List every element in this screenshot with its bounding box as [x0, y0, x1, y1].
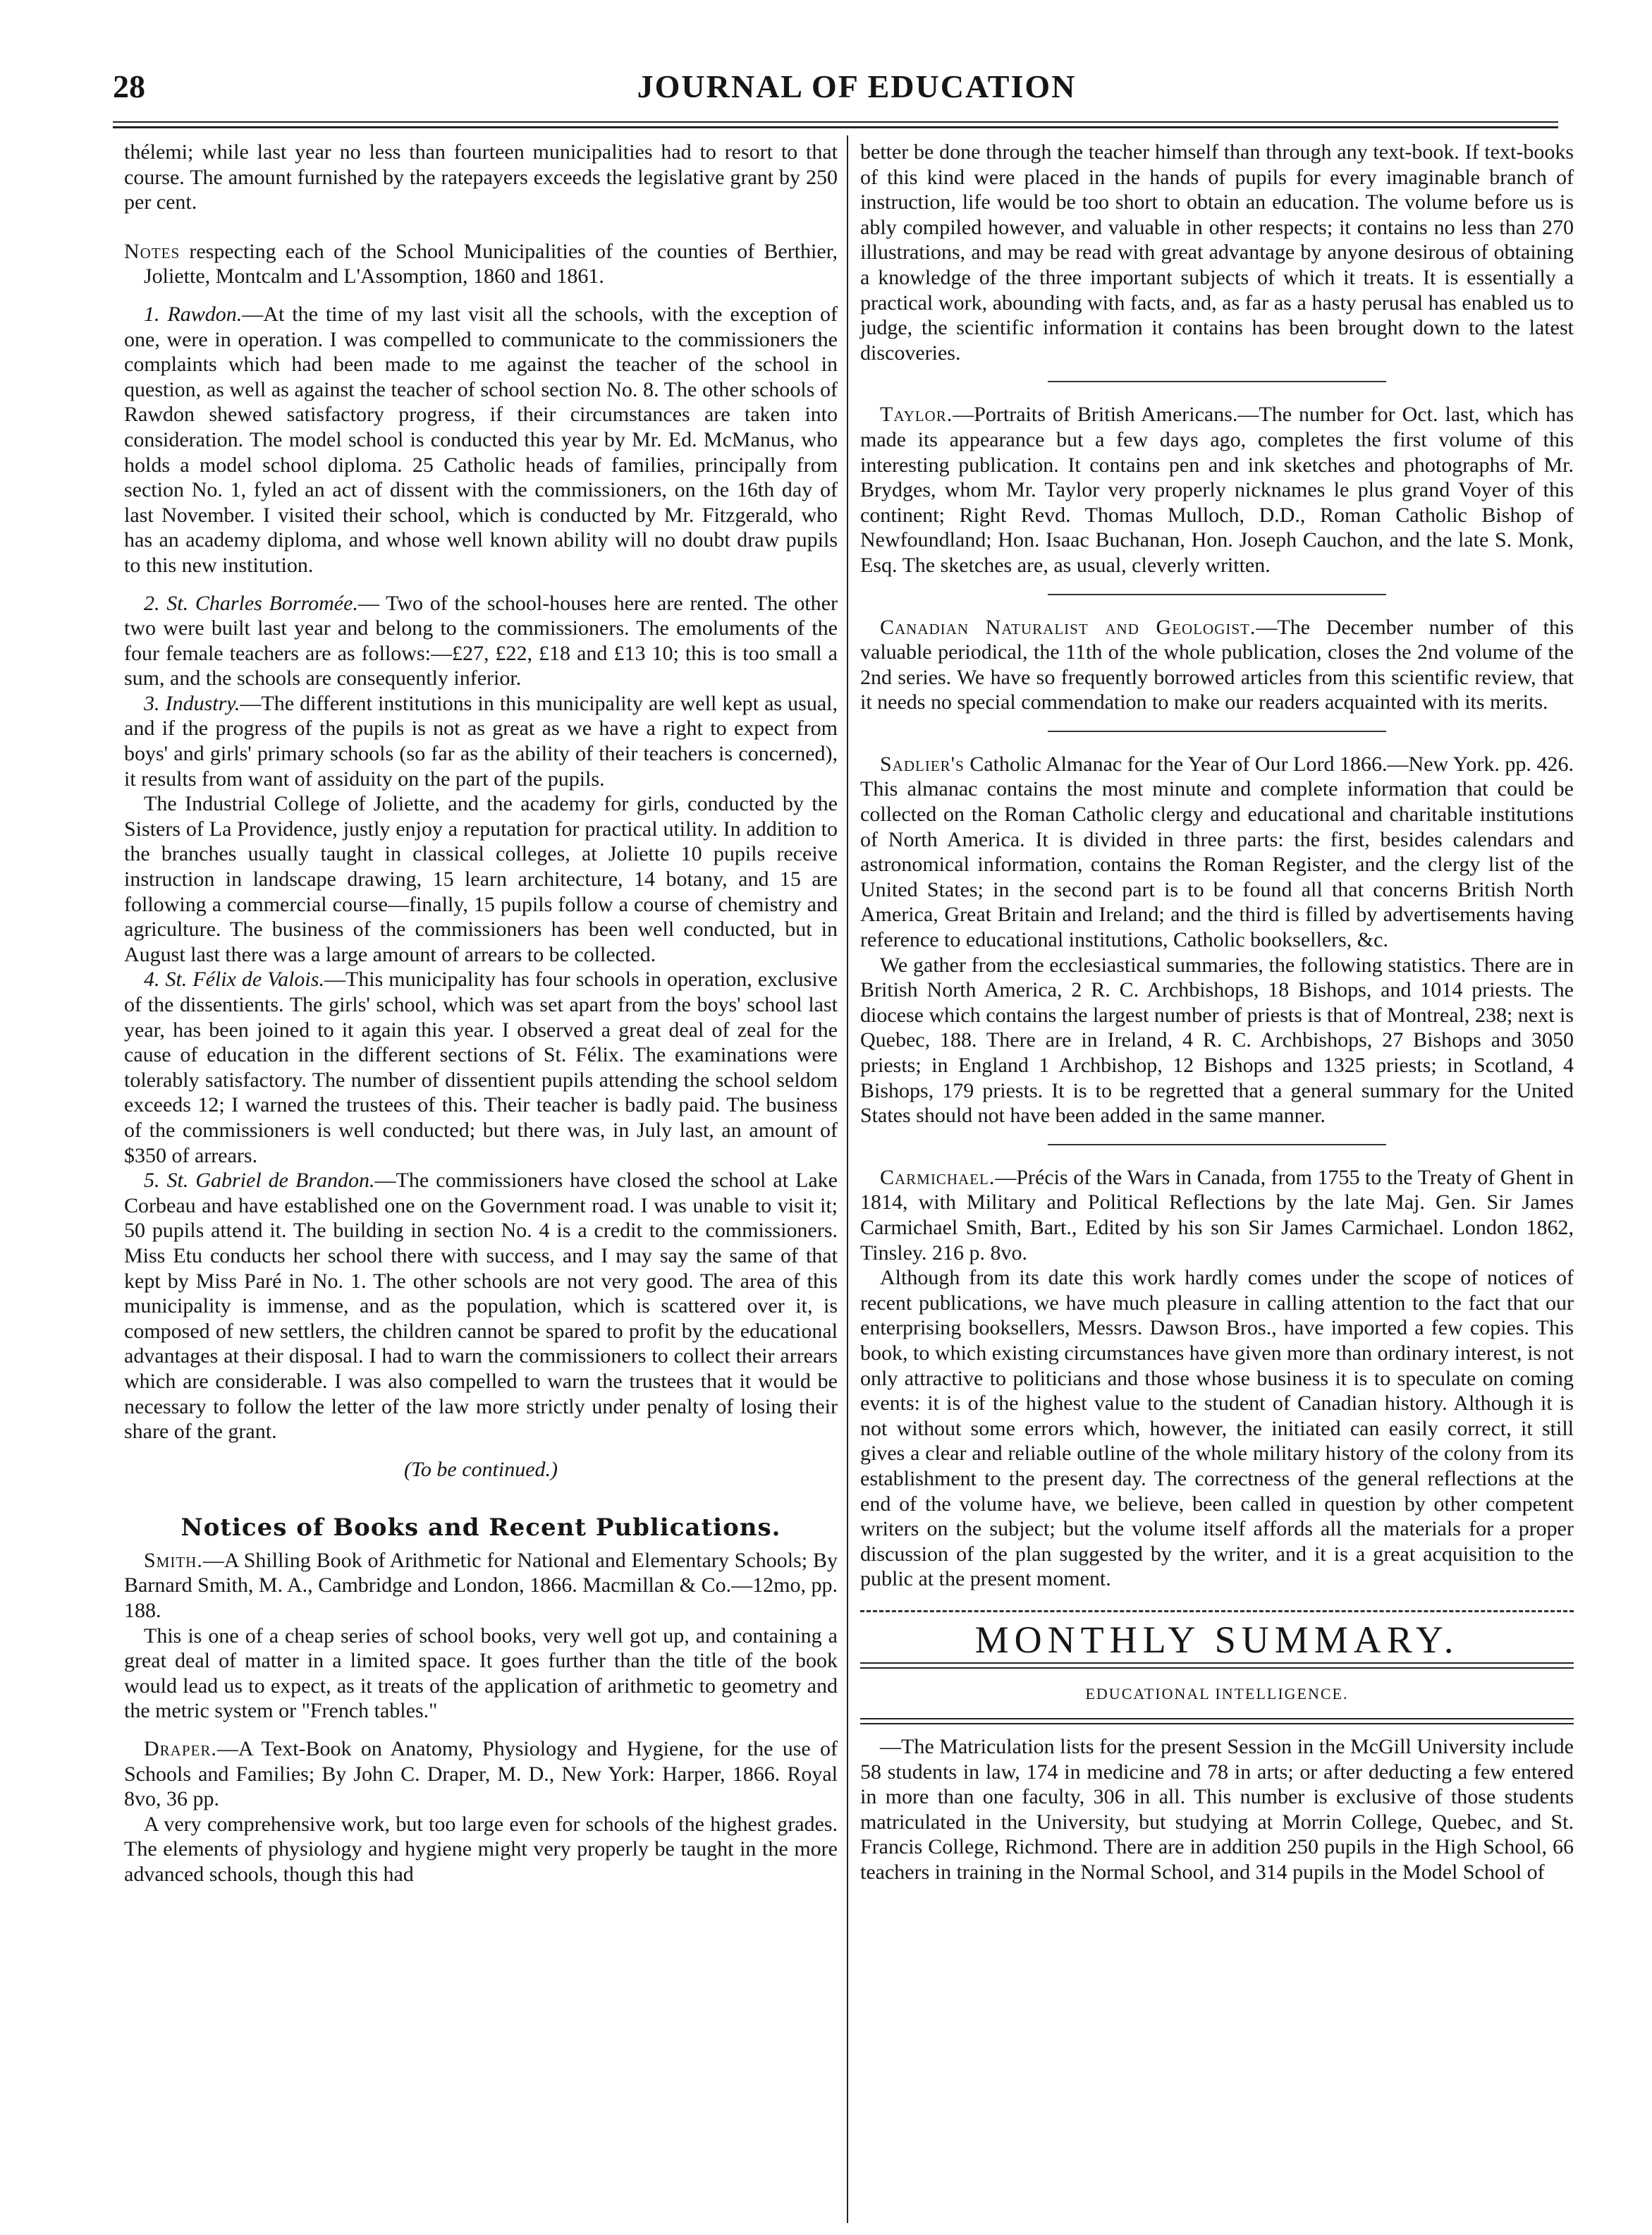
note-st-felix-head: 4. St. Félix de Valois.	[144, 968, 324, 992]
note-st-charles	[124, 591, 838, 691]
running-header	[113, 68, 1601, 110]
left-column	[124, 140, 838, 1887]
notes-lead: Notes	[124, 239, 181, 263]
note-industry	[124, 691, 838, 791]
note-industry-head: 3. Industry.	[144, 691, 240, 715]
note-st-felix	[124, 967, 838, 1168]
educational-intelligence-heading: EDUCATIONAL INTELLIGENCE.	[1085, 1685, 1349, 1703]
double-rule	[860, 1718, 1574, 1724]
dashed-rule	[860, 1610, 1574, 1612]
mcgill-matriculation: —The Matriculation lists for the present Session in the McGill University include 58 students in law, 174 in medicine and 78 in arts; or after deducting a few entered in more than one faculty, 306 in all. This number is exclusive of those students matriculated in the University, but studying at Morrin College, Quebec, and St. Francis College, Richmond. There are in addition 250 pupils in the High School, 66 teachers in training in the Normal School, and 314 pupils in the Model School of	[860, 1735, 1574, 1884]
review-smith-lead: Smith.	[144, 1548, 203, 1572]
note-st-gabriel	[124, 1168, 838, 1444]
note-st-gabriel-head: 5. St. Gabriel de Brandon.	[144, 1169, 375, 1193]
section-rule	[1048, 594, 1386, 595]
right-column	[860, 140, 1574, 1885]
note-rawdon-text: —At the time of my last visit all the schools, with the exception of one, were in operation. I was compelled to communicate to the commissioners the complaints which had been made to me against the teacher of the school in question, as well as against the teacher of school section No. 8. The other schools of Rawdon shewed satisfactory progress, if their circumstances are taken into consideration. The model school is conducted this year by Mr. Ed. McManus, who holds a model school diploma. 25 Catholic heads of families, principally from section No. 1, fyled an act of dissent with the commissioners, on the 16th day of last November. I visited their school, which is conducted by Mr. Fitzgerald, who has an academy diploma, and whose well known ability will no doubt draw pupils to this new institution.	[124, 302, 838, 577]
paragraph-continuation: thélemi; while last year no less than fourteen municipalities had to resort to that course. The amount furnished by the ratepayers exceeds the legislative grant by 250 per cent.	[124, 140, 838, 214]
section-rule	[1048, 1144, 1386, 1145]
note-rawdon	[124, 302, 838, 578]
header-rule	[113, 121, 1558, 128]
review-taylor	[860, 402, 1574, 578]
page-number: 28	[113, 68, 145, 104]
journal-title: JOURNAL OF EDUCATION	[637, 68, 1077, 104]
note-industry-continued: The Industrial College of Joliette, and the academy for girls, conducted by the Sisters of La Providence, justly enjoy a reputation for practical utility. In addition to the branches usually taught in classical colleges, at Joliette 10 pupils receive instruction in landscape drawing, 15 learn architecture, 14 botany, and 15 are following a commercial course—finally, 15 pupils follow a course of chemistry and agriculture. The business of the commissioners has been well conducted, but in August last there was a large amount of arrears to be collected.	[124, 792, 838, 966]
review-taylor-lead: Taylor.	[880, 403, 953, 427]
review-draper-continued: better be done through the teacher himself than through any text-book. If text-books of this kind were placed in the hands of pupils for every imaginable branch of instruction, life would be too short to obtain an education. The volume before us is ably compiled however, and valuable in other respects; it contains no less than 270 illustrations, and may be read with great advantage by anyone desirous of obtaining a knowledge of the three important subjects of which it treats. It is essentially a practical work, abounding with facts, and, as far as a hasty perusal has enabled us to judge, the scientific information it contains has been brought down to the latest discoveries.	[860, 140, 1574, 365]
review-taylor-text: —Portraits of British Americans.—The number for Oct. last, which has made its appearance but a few days ago, completes the first volume of this interesting publication. It contains pen and ink sketches and photographs of Mr. Brydges, whom Mr. Taylor very properly nicknames le plus grand Voyer of this continent; Right Revd. Thomas Mulloch, D.D., Roman Catholic Bishop of Newfoundland; Hon. Isaac Buchanan, Hon. Joseph Cauchon, and the late S. Monk, Esq. The sketches are, as usual, cleverly written.	[860, 403, 1574, 577]
review-canadian-lead: Canadian Naturalist and Geologist.	[880, 615, 1256, 639]
review-carmichael-body: Although from its date this work hardly comes under the scope of notices of recent publications, we have much pleasure in calling attention to the fact that our enterprising booksellers, Messrs. Dawson Bros., have imported a few copies. This book, to which existing circumstances have given more than ordinary interest, is not only attractive to politicians and those whose business it is to speculate on coming events: it is of the highest value to the student of Canadian history. Although it is not without some errors which, however, the initiated can easily correct, it still gives a clear and reliable outline of the whole military history of the colony from its establishment to the present day. The correctness of the general reflections at the end of the volume have, we believe, been called in question by other competent writers on the subject; but the volume itself affords all the materials for a proper discussion of the plan suggested by the writer, and it is a great acquisition to the public at the present moment.	[860, 1266, 1574, 1591]
notes-text: respecting each of the School Municipalities of the counties of Berthier, Joliette, Montcalm and L'Assomption, 1860 and 1861.	[144, 239, 838, 288]
review-carmichael	[860, 1165, 1574, 1265]
review-canadian-naturalist	[860, 615, 1574, 715]
review-carmichael-text: —Précis of the Wars in Canada, from 1755 to the Treaty of Ghent in 1814, with Military and Political Reflections by the late Maj. Gen. Sir James Carmichael Smith, Bart., Edited by his son Sir James Carmichael. London 1862, Tinsley. 216 p. 8vo.	[860, 1165, 1574, 1265]
review-draper	[124, 1736, 838, 1812]
review-sadlier	[860, 752, 1574, 953]
review-sadlier-stats: We gather from the ecclesiastical summaries, the following statistics. There are in British North America, 2 R. C. Archbishops, 18 Bishops, and 1014 priests. The diocese which contains the largest number of priests is that of Montreal, 238; next is Quebec, 188. There are in Ireland, 4 R. C. Archbishops, 27 Bishops and 3050 priests; in England 1 Archbishop, 12 Bishops and 1325 priests; in Scotland, 4 Bishops, 179 priests. It is to be regretted that a general summary for the United States should not have been added in the same manner.	[860, 953, 1574, 1128]
review-sadlier-text: Catholic Almanac for the Year of Our Lord 1866.—New York. pp. 426. This almanac contains the most minute and complete information that could be collected on the Roman Catholic clergy and educational and charitable institutions of North America. It is divided in three parts: the first, besides calendars and astronomical information, contains the Roman Register, and the clergy list of the United States; in the second part is to be found all that concerns British North America, Great Britain and Ireland; and the third is filled by advertisements having reference to educational institutions, Catholic booksellers, &c.	[860, 752, 1574, 952]
review-canadian-text: —The December number of this valuable periodical, the 11th of the whole publication, closes the 2nd volume of the 2nd series. We have so frequently borrowed articles from this scientific review, that it needs no special commendation to make our readers acquainted with its merits.	[860, 615, 1574, 714]
review-draper-text: —A Text-Book on Anatomy, Physiology and Hygiene, for the use of Schools and Families; By John C. Draper, M. D., New York: Harper, 1866. Royal 8vo, 36 pp.	[124, 1737, 838, 1811]
notes-heading	[124, 239, 838, 289]
review-sadlier-lead: Sadlier's	[880, 752, 965, 776]
review-carmichael-lead: Carmichael.	[880, 1165, 996, 1189]
review-smith-text: —A Shilling Book of Arithmetic for National and Elementary Schools; By Barnard Smith, M. A., Cambridge and London, 1866. Macmillan & Co.—12mo, pp. 188.	[124, 1548, 838, 1623]
review-draper-body: A very comprehensive work, but too large even for schools of the highest grades. The elements of physiology and hygiene might very properly be taught in the more advanced schools, though this had	[124, 1812, 838, 1886]
double-rule	[860, 1662, 1574, 1669]
notices-heading: Notices of Books and Recent Publications.	[181, 1514, 781, 1542]
review-smith-body: This is one of a cheap series of school books, very well got up, and containing a great deal of matter in a limited space. It goes further than the title of the book would lead us to expect, as it treats of the application of arithmetic to geometry and the metric system or "French tables."	[124, 1624, 838, 1723]
note-st-gabriel-text: —The commissioners have closed the school at Lake Corbeau and have established one on the Government road. I was unable to visit it; 50 pupils attend it. The building in section No. 4 is a credit to the commissioners. Miss Etu conducts her school there with success, and I may say the same of that kept by Miss Paré in No. 1. The other schools are not very good. The area of this municipality is immense, and as the population, which is scattered over it, is composed of new settlers, the children cannot be spared to profit by the educational advantages at their disposal. I had to warn the commissioners to collect their arrears which are considerable. I was also compelled to warn the trustees that it would be necessary to follow the letter of the law more strictly under penalty of losing their share of the grant.	[124, 1169, 838, 1444]
review-draper-lead: Draper.	[144, 1737, 217, 1761]
note-st-charles-head: 2. St. Charles Borromée.	[144, 591, 358, 615]
section-rule	[1048, 731, 1386, 732]
to-be-continued	[124, 1457, 838, 1482]
column-divider	[847, 135, 848, 2223]
review-smith	[124, 1548, 838, 1624]
note-industry-text: —The different institutions in this municipality are well kept as usual, and if the progress of the pupils is not as great as we have a right to expect from boys' and girls' primary schools (so far as the ability of their teachers is concerned), it results from want of assiduity on the part of the pupils.	[124, 691, 838, 791]
note-st-felix-text: —This municipality has four schools in operation, exclusive of the dissentients. The girls' school, which was set apart from the boys' school last year, has been joined to it again this year. I observed a great deal of zeal for the cause of education in the different sections of St. Félix. The examinations were tolerably satisfactory. The number of dissentient pupils attending the school seldom exceeds 12; I warned the trustees of this. Their teacher is badly paid. The business of the commissioners is well conducted; but there was, in July last, an amount of $350 of arrears.	[124, 968, 838, 1167]
monthly-summary-heading: MONTHLY SUMMARY.	[974, 1618, 1460, 1661]
section-rule	[1048, 381, 1386, 382]
note-st-charles-text: — Two of the school-houses here are rented. The other two were built last year and belong to the commissioners. The emoluments of the four female teachers are as follows:—£27, £22, £18 and £13 10; this is too small a sum, and the schools are consequently inferior.	[124, 591, 838, 690]
note-rawdon-head: 1. Rawdon.	[144, 302, 243, 326]
to-be-continued-text: (To be continued.)	[403, 1457, 558, 1481]
